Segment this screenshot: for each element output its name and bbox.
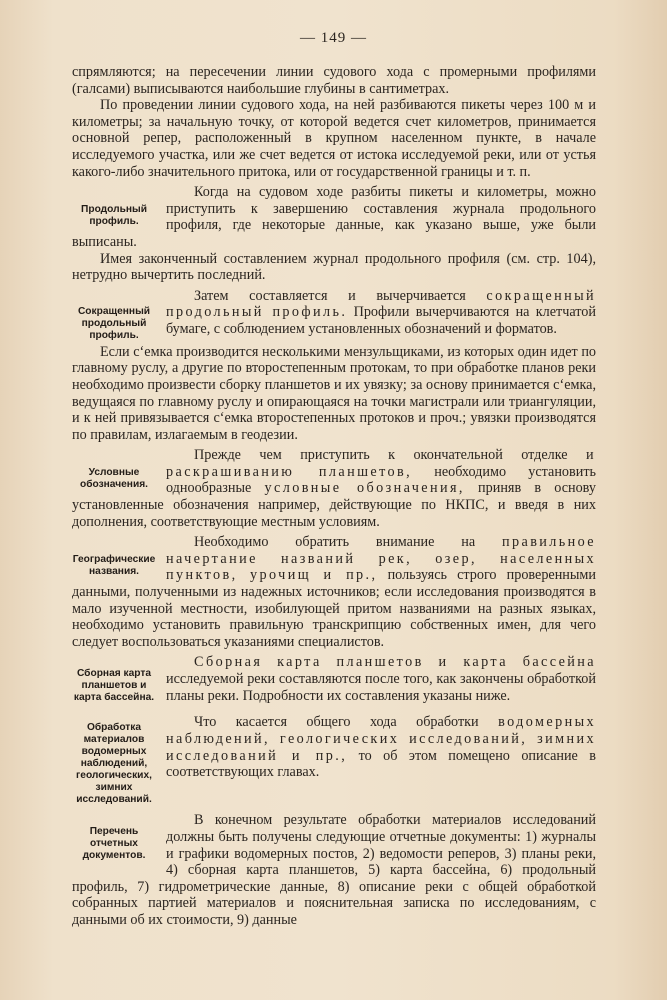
- emphasis-term: и раскрашиванию планшетов,: [166, 447, 596, 480]
- section-report-list: [72, 812, 596, 928]
- body-text: [72, 64, 596, 929]
- text-run: необходимо установить однообразные: [166, 463, 596, 497]
- paragraph: Если с‘емка производится несколькими мензульщиками, из которых один идет по главному руслу, а другие по второстепенным протокам, то при обработке планов реки необходимо произвести сборку планшетов и их увязку; за основу принимается с‘емка, ведущаяся по главному руслу и опирающаяся на точки магистрали или триангуляции, и к ней привязывается с‘емка второстепенных протоков и проч.; увязки производятся по правилам, излагаемым в геодезии.: [72, 343, 596, 443]
- paragraph: [72, 534, 596, 650]
- emphasis-term: правильное начертание названий рек, озер, населенных пунктов, урочищ и пр.,: [166, 534, 596, 584]
- section-processing: [72, 714, 596, 808]
- paragraph: В конечном результате обработки материалов исследований должны быть получены следующие отчетные документы: 1) журналы и графики водомерных постов, 2) ведомости реперов, 3) планы реки, 4) сборная карта планшетов, 5) карта бассейна, 6) продольный профиль, 7) гидрометрические данные, 8) описание реки с общей обработкой собранных партией материалов и пояснительная записка по исследованиям, с данными об их стоимости, 9) данные: [72, 812, 596, 928]
- side-note: Продольный профиль.: [81, 204, 147, 228]
- text-run: приняв в основу установленные обозначения например, действующие по НКПС, и введя в них дополнения, соответствующие местным условиям.: [72, 480, 596, 530]
- section-summary-map: [72, 654, 596, 706]
- side-note: Обработка материалов водомерных наблюдений, геологических, зимних исследований.: [76, 722, 152, 806]
- paragraph: Имея законченный составлением журнал продольного профиля (см. стр. 104), нетрудно вычертить последний.: [72, 250, 596, 284]
- side-note: Условные обозначения.: [79, 467, 148, 491]
- text-run: Профили вычерчиваются на клетчатой бумаге, с соблюдением установленных обозначений и форматов.: [166, 304, 596, 337]
- text-run: то об этом помещено описание в соответствующих главах.: [166, 747, 597, 781]
- side-note: Сборная карта планшетов и карта бассейна.: [73, 668, 155, 704]
- section-longitudinal-profile: [72, 184, 596, 250]
- emphasis-term: условные обозначения,: [264, 480, 465, 497]
- text-run: Что касается общего хода обработки: [194, 714, 499, 731]
- text-run: Необходимо обратить внимание на: [194, 534, 503, 551]
- emphasis-term: сокращенный продольный профиль.: [166, 287, 596, 321]
- paragraph: спрямляются; на пересечении линии судового хода с промерными профилями (галсами) выписываются наибольшие глубины в сантиметрах.: [72, 64, 596, 97]
- text-run: пользуясь строго проверенными данными, полученными из надежных источников; если исследования производятся в мало изученной местности, изобилующей притом названиями на разных языках, необходимо установить правильную транскрипцию собственных имен, для чего следует воспользоваться указаниями специалистов.: [72, 567, 596, 650]
- section-short-profile: [72, 288, 596, 344]
- paragraph: Когда на судовом ходе разбиты пикеты и километры, можно приступить к завершению составления журнала продольного профиля, где некоторые данные, как указано выше, уже были выписаны.: [72, 184, 596, 250]
- text-run: исследуемой реки составляются после того, как закончены обработкой планы реки. Подробности их составления указаны ниже.: [166, 671, 596, 704]
- text-run: Прежде чем приступить к окончательной отделке: [194, 447, 586, 464]
- side-note: Географические названия.: [72, 554, 156, 578]
- text-run: Затем составляется и вычерчивается: [194, 287, 487, 304]
- side-note: Сокращенный продольный профиль.: [77, 305, 151, 341]
- paragraph: По проведении линии судового хода, на ней разбиваются пикеты через 100 м и километры; за начальную точку, от которой ведется счет километров, принимается основной репер, расположенный в крупном населенном пункте, в начале исследуемого участка, или же счет ведется от истока исследуемой реки, или от устья какого-либо значительного притока, или от государственной границы и т. п.: [72, 97, 596, 180]
- section-legend: [72, 447, 596, 530]
- emphasis-term: водомерных наблюдений, геологических исследований, зимних исследований и пр.,: [166, 714, 596, 764]
- section-geo-names: [72, 534, 596, 650]
- emphasis-term: Сборная карта планшетов и карта бассейна: [194, 654, 596, 671]
- page-number: — 149 —: [300, 30, 367, 46]
- side-note: Перечень отчетных документов.: [82, 826, 146, 862]
